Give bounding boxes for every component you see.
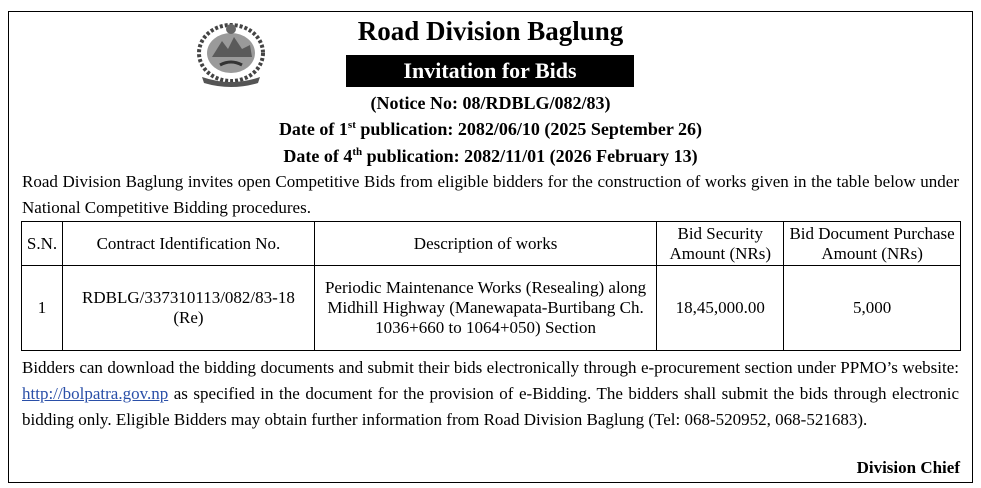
notice-number: (Notice No: 08/RDBLG/082/83) [370,93,611,113]
cell-sn: 1 [22,266,63,351]
notice-banner: Invitation for Bids [346,55,634,87]
header-contract-id: Contract Identification No. [62,222,314,266]
header-purchase-amount: Bid Document Purchase Amount (NRs) [784,222,961,266]
header-bid-security: Bid Security Amount (NRs) [657,222,784,266]
header-sn: S.N. [22,222,63,266]
bolpatra-link[interactable]: http://bolpatra.gov.np [22,384,169,403]
table-header-row [22,222,961,266]
cell-purchase-amount: 5,000 [784,266,961,351]
instructions-paragraph: Bidders can download the bidding documents and submit their bids electronically through e-procurement section under PPMO’s website: http://bolpatra.gov.np as specified in the document for the provision of e-Bidding. The bidders shall submit the bids through electronic bidding only. Eligible Bidders may obtain further information from Road Division Baglung (Tel: 068-520952, 068-521683). [22,358,959,429]
office-title: Road Division Baglung [357,16,624,46]
header-description: Description of works [314,222,656,266]
signature: Division Chief [856,458,960,477]
cell-contract-id: RDBLG/337310113/082/83-18 (Re) [62,266,314,351]
intro-paragraph: Road Division Baglung invites open Competitive Bids from eligible bidders for the construction of works given in the table below under National Competitive Bidding procedures. [22,172,959,217]
table-row [22,266,961,351]
cell-bid-security: 18,45,000.00 [657,266,784,351]
first-publication-date: Date of 1st publication: 2082/06/10 (2025 September 26) [278,119,703,139]
works-table [21,221,961,351]
cell-description: Periodic Maintenance Works (Resealing) along Midhill Highway (Manewapata-Burtibang Ch. 1036+660 to 1064+050) Section [314,266,656,351]
fourth-publication-date: Date of 4th publication: 2082/11/01 (2026 February 13) [283,146,698,166]
